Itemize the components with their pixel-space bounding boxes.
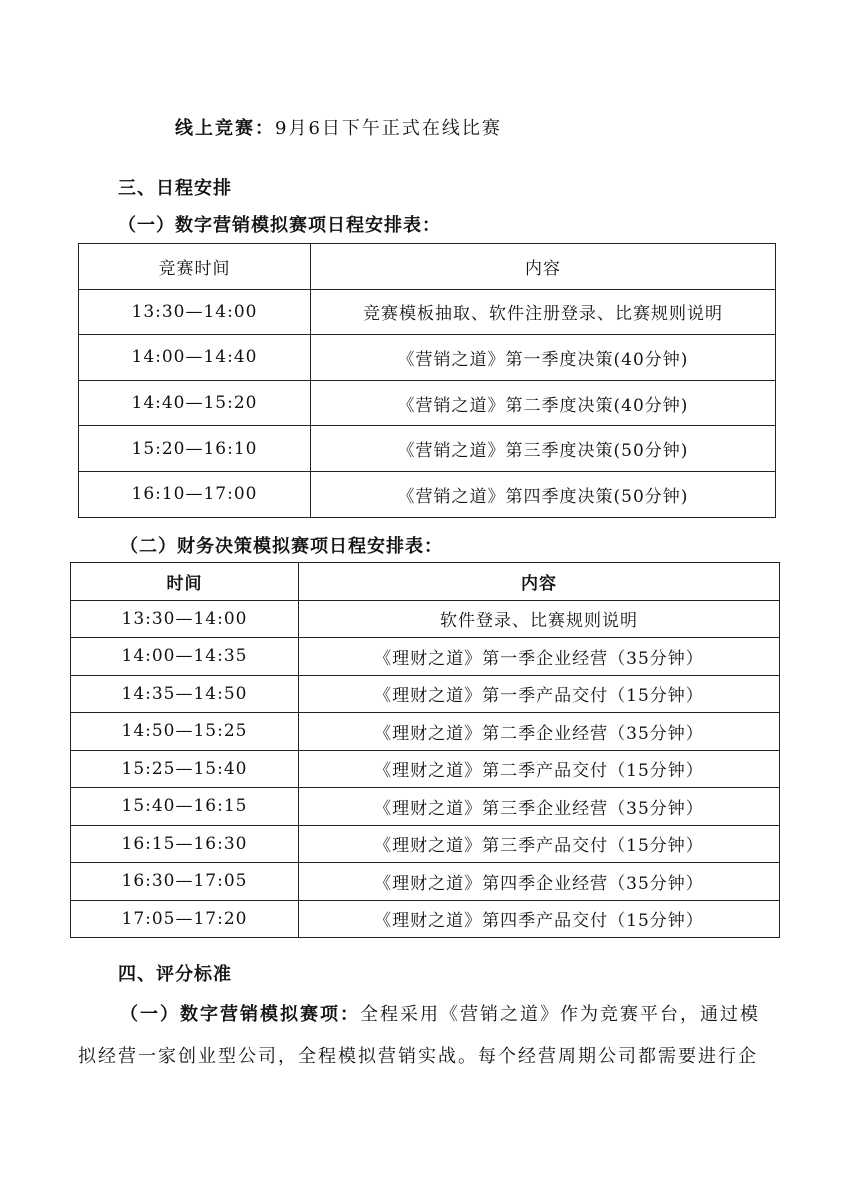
- header-time: 竞赛时间: [79, 244, 311, 290]
- table-row: [79, 471, 776, 517]
- section4-heading: 四、评分标准: [118, 964, 232, 985]
- table-row: [71, 600, 780, 638]
- content-cell: 《营销之道》第一季度决策(40分钟): [311, 335, 776, 381]
- table-row: [71, 638, 780, 676]
- content-cell: 软件登录、比赛规则说明: [299, 600, 780, 638]
- time-cell: 16:15—16:30: [71, 825, 299, 863]
- table1-caption: （一）数字营销模拟赛项日程安排表：: [118, 215, 441, 236]
- content-cell: 《理财之道》第四季产品交付（15分钟）: [299, 900, 780, 938]
- finance-schedule-table: [70, 562, 780, 938]
- table-row: [71, 825, 780, 863]
- content-cell: 《理财之道》第二季企业经营（35分钟）: [299, 713, 780, 751]
- time-cell: 13:30—14:00: [71, 600, 299, 638]
- table-row: [79, 335, 776, 381]
- table-row: [71, 788, 780, 826]
- header-time: 时间: [71, 563, 299, 601]
- section4-para-line1: [120, 1000, 760, 1026]
- time-cell: 15:25—15:40: [71, 750, 299, 788]
- section4-para-line2: 拟经营一家创业型公司，全程模拟营销实战。每个经营周期公司都需要进行企: [78, 1046, 758, 1067]
- content-cell: 《理财之道》第一季产品交付（15分钟）: [299, 675, 780, 713]
- time-cell: 13:30—14:00: [79, 289, 311, 335]
- table2-caption: （二）财务决策模拟赛项日程安排表：: [120, 536, 443, 557]
- time-cell: 15:40—16:15: [71, 788, 299, 826]
- content-cell: 竞赛模板抽取、软件注册登录、比赛规则说明: [311, 289, 776, 335]
- time-cell: 17:05—17:20: [71, 900, 299, 938]
- content-cell: 《营销之道》第二季度决策(40分钟): [311, 380, 776, 426]
- content-cell: 《营销之道》第四季度决策(50分钟): [311, 471, 776, 517]
- time-cell: 14:35—14:50: [71, 675, 299, 713]
- table-row: [71, 750, 780, 788]
- para-label: （一）数字营销模拟赛项：: [120, 1004, 360, 1025]
- table-row: [79, 289, 776, 335]
- intro-text: 9月6日下午正式在线比赛: [275, 118, 502, 139]
- table-row: [79, 426, 776, 472]
- content-cell: 《营销之道》第三季度决策(50分钟): [311, 426, 776, 472]
- header-content: 内容: [299, 563, 780, 601]
- header-content: 内容: [311, 244, 776, 290]
- time-cell: 15:20—16:10: [79, 426, 311, 472]
- content-cell: 《理财之道》第二季产品交付（15分钟）: [299, 750, 780, 788]
- table-row: [71, 900, 780, 938]
- intro-line: [175, 114, 502, 140]
- time-cell: 14:00—14:35: [71, 638, 299, 676]
- time-cell: 14:00—14:40: [79, 335, 311, 381]
- time-cell: 14:50—15:25: [71, 713, 299, 751]
- time-cell: 16:30—17:05: [71, 863, 299, 901]
- time-cell: 14:40—15:20: [79, 380, 311, 426]
- intro-label: 线上竞赛：: [175, 118, 275, 139]
- time-cell: 16:10—17:00: [79, 471, 311, 517]
- content-cell: 《理财之道》第三季产品交付（15分钟）: [299, 825, 780, 863]
- table-header-row: [79, 244, 776, 290]
- table-row: [71, 713, 780, 751]
- table-header-row: [71, 563, 780, 601]
- table-row: [71, 863, 780, 901]
- section3-heading: 三、日程安排: [118, 178, 232, 199]
- marketing-schedule-table: [78, 243, 776, 518]
- content-cell: 《理财之道》第一季企业经营（35分钟）: [299, 638, 780, 676]
- content-cell: 《理财之道》第三季企业经营（35分钟）: [299, 788, 780, 826]
- table-row: [71, 675, 780, 713]
- table-row: [79, 380, 776, 426]
- content-cell: 《理财之道》第四季企业经营（35分钟）: [299, 863, 780, 901]
- para-text-1: 全程采用《营销之道》作为竞赛平台，通过模: [360, 1004, 760, 1025]
